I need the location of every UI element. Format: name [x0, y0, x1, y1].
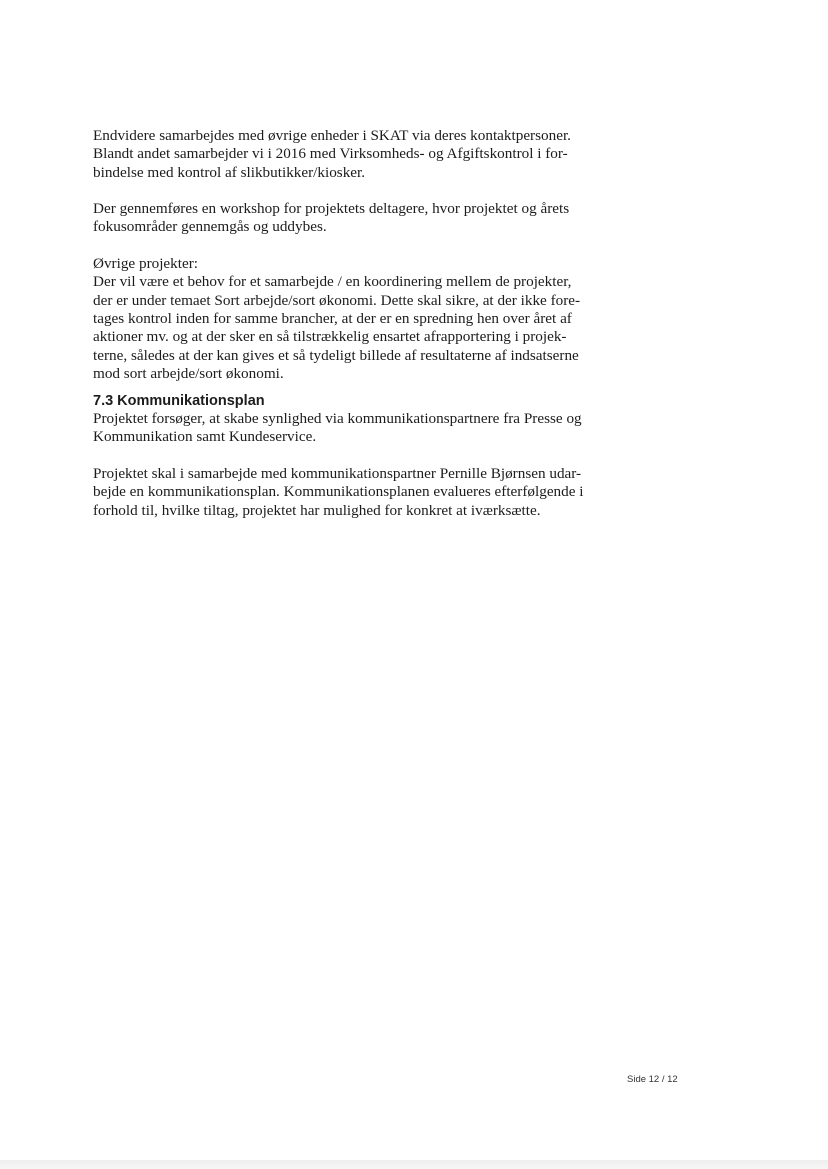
- scan-edge: [0, 1160, 828, 1169]
- document-body: [93, 127, 613, 520]
- text-line: Der gennemføres en workshop for projektets deltagere, hvor projektet og årets: [93, 200, 570, 218]
- text-line: Projektet forsøger, at skabe synlighed via kommunikationspartnere fra Presse og: [93, 410, 582, 428]
- text-line: der er under temaet Sort arbejde/sort økonomi. Dette skal sikre, at der ikke fore-: [93, 291, 581, 309]
- paragraph-visibility: [93, 410, 613, 447]
- page-number: Side 12 / 12: [627, 1074, 678, 1085]
- text-line: Endvidere samarbejdes med øvrige enheder i SKAT via deres kontaktpersoner.: [93, 127, 571, 144]
- paragraph-workshop: [93, 200, 613, 237]
- text-line: bejde en kommunikationsplan. Kommunikationsplanen evalueres efterfølgende i: [93, 483, 584, 501]
- text-line: mod sort arbejde/sort økonomi.: [93, 364, 284, 382]
- paragraph-title: Øvrige projekter:: [93, 255, 199, 273]
- text-line: terne, således at der kan gives et så tydeligt billede af resultaterne af indsatserne: [93, 346, 579, 364]
- text-line: tages kontrol inden for samme brancher, at der er en spredning hen over året af: [93, 309, 572, 327]
- paragraph-cooperation: [93, 127, 613, 182]
- text-line: bindelse med kontrol af slikbutikker/kiosker.: [93, 163, 366, 181]
- paragraph-communication-plan: [93, 465, 613, 520]
- text-line: Projektet skal i samarbejde med kommunikationspartner Pernille Bjørnsen udar-: [93, 465, 582, 483]
- text-line: Der vil være et behov for et samarbejde / en koordinering mellem de projekter,: [93, 273, 572, 291]
- section-heading: 7.3 Kommunikationsplan: [93, 393, 265, 410]
- paragraph-other-projects: [93, 255, 613, 383]
- text-line: forhold til, hvilke tiltag, projektet har mulighed for konkret at iværksætte.: [93, 501, 541, 519]
- text-line: aktioner mv. og at der sker en så tilstrækkelig ensartet afrapportering i projek-: [93, 328, 567, 346]
- text-line: fokusområder gennemgås og uddybes.: [93, 218, 327, 236]
- text-line: Blandt andet samarbejder vi i 2016 med Virksomheds- og Afgiftskontrol i for-: [93, 145, 568, 163]
- text-line: Kommunikation samt Kundeservice.: [93, 428, 317, 446]
